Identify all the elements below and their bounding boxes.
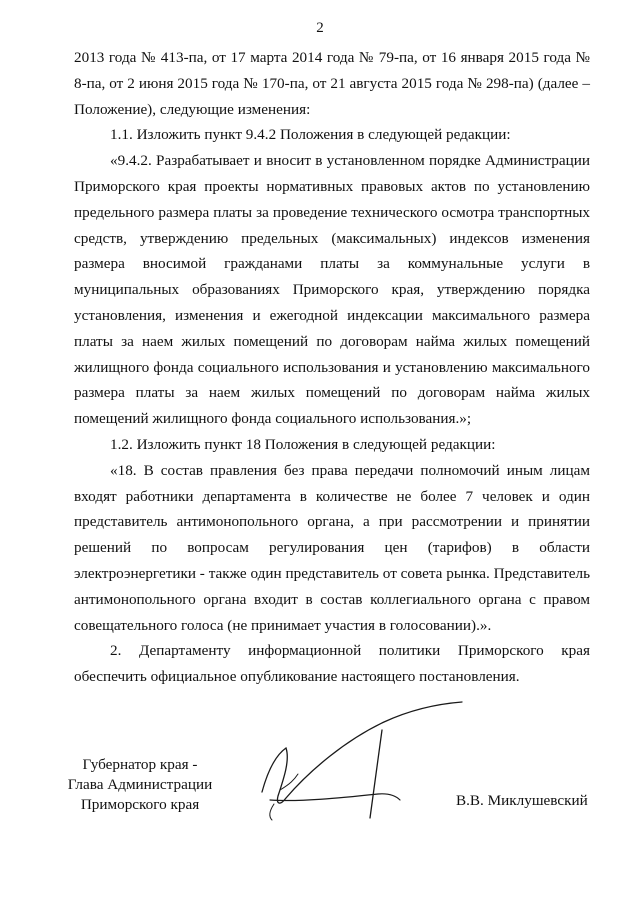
document-body	[74, 45, 590, 690]
paragraph-amendment-intro: 2013 года № 413-па, от 17 марта 2014 года № 79-па, от 16 января 2015 года № 8-па, от 2 июня 2015 года № 170-па, от 21 августа 2015 года № 298-па) (далее – Положение), следующие изменения:	[74, 49, 590, 118]
paragraph-item-2: 2. Департаменту информационной политики Приморского края обеспечить официальное опубликование настоящего постановления.	[74, 642, 590, 686]
handwritten-signature	[250, 700, 480, 830]
paragraph-item-1-1: 1.1. Изложить пункт 9.4.2 Положения в следующей редакции:	[110, 126, 511, 144]
signatory-title	[60, 755, 220, 815]
paragraph-clause-18: «18. В состав правления без права передачи полномочий иным лицам входят работники департамента в количестве не более 7 человек и один представитель антимонопольного органа, а при рассмотрении и принятии решений по вопросам регулирования цен (тарифов) в области электроэнергетики - также один представитель от совета рынка. Представитель антимонопольного органа входит в состав коллегиального органа с правом совещательного голоса (не принимает участия в голосовании).».	[74, 461, 590, 634]
signatory-title-line: Глава Администрации	[67, 776, 213, 793]
page-number: 2	[316, 20, 324, 36]
signatory-name: В.В. Миклушевский	[456, 792, 588, 809]
signatory-title-line: Губернатор края -	[82, 756, 198, 773]
paragraph-clause-9-4-2: «9.4.2. Разрабатывает и вносит в установленном порядке Администрации Приморского края проекты нормативных правовых актов по установлению предельного размера платы за проведение технического осмотра транспортных средств, утверждению предельных (максимальных) индексов изменения размера вносимой гражданами платы за коммунальные услуги в муниципальных образованиях Приморского края, утверждению порядка установления, изменения и ежегодной индексации максимального размера платы за наем жилых помещений по договорам найма жилых помещений жилищного фонда социального использования и установлению максимального размера платы за наем жилых помещений по договорам найма жилых помещений жилищного фонда социального использования.»;	[74, 152, 590, 428]
paragraph-item-1-2: 1.2. Изложить пункт 18 Положения в следующей редакции:	[110, 435, 496, 453]
signatory-title-line: Приморского края	[80, 796, 200, 813]
